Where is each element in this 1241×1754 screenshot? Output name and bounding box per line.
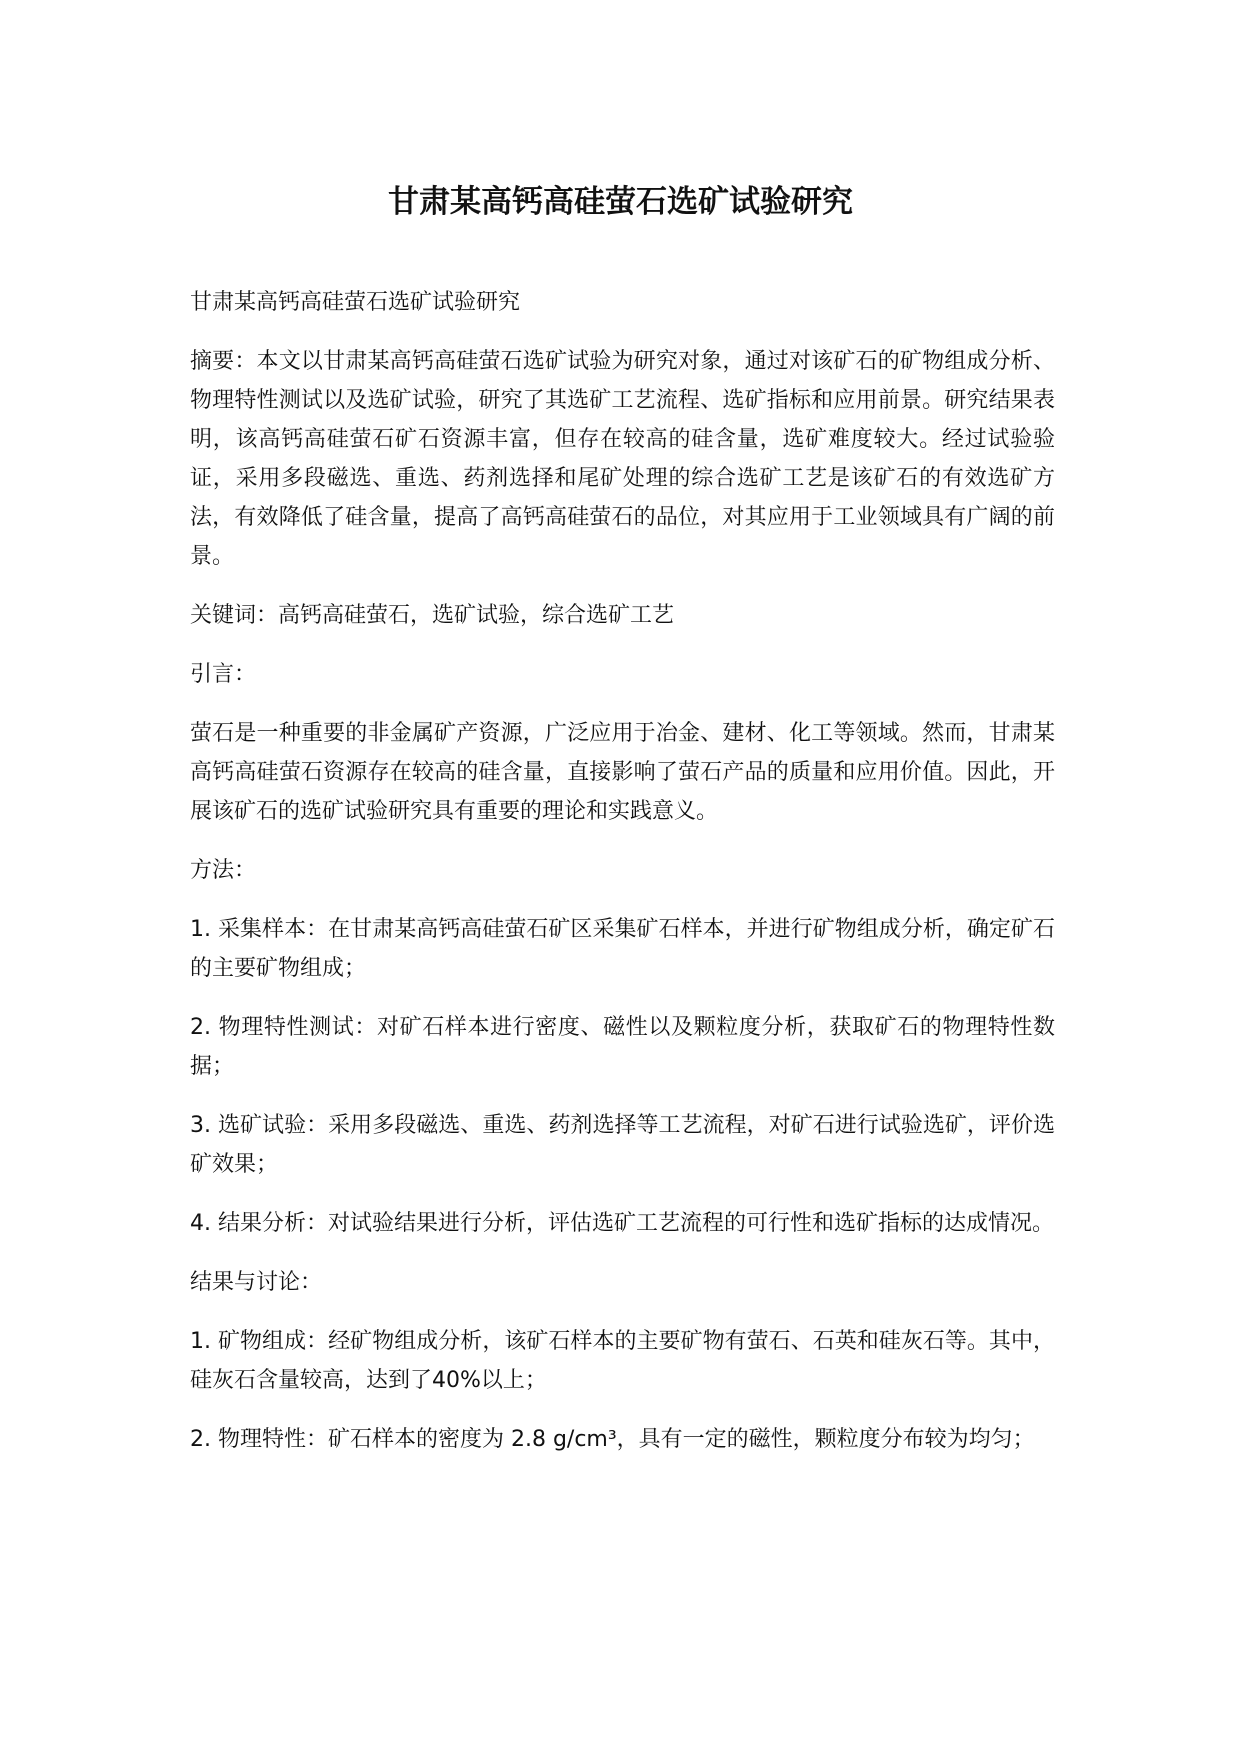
method-item-2: 2. 物理特性测试：对矿石样本进行密度、磁性以及颗粒度分析，获取矿石的物理特性数据； <box>190 1015 1055 1079</box>
introduction-paragraph: 萤石是一种重要的非金属矿产资源，广泛应用于冶金、建材、化工等领域。然而，甘肃某高钙高硅萤石资源存在较高的硅含量，直接影响了萤石产品的质量和应用价值。因此，开展该矿石的选矿试验研究具有重要的理论和实践意义。 <box>190 721 1055 824</box>
subtitle-paragraph: 甘肃某高钙高硅萤石选矿试验研究 <box>190 290 521 315</box>
document-title: 甘肃某高钙高硅萤石选矿试验研究 <box>388 184 853 220</box>
result-item-1: 1. 矿物组成：经矿物组成分析，该矿石样本的主要矿物有萤石、石英和硅灰石等。其中，硅灰石含量较高，达到了40%以上； <box>190 1329 1055 1393</box>
abstract-paragraph: 摘要：本文以甘肃某高钙高硅萤石选矿试验为研究对象，通过对该矿石的矿物组成分析、物理特性测试以及选矿试验，研究了其选矿工艺流程、选矿指标和应用前景。研究结果表明，该高钙高硅萤石矿石资源丰富，但存在较高的硅含量，选矿难度较大。经过试验验证，采用多段磁选、重选、药剂选择和尾矿处理的综合选矿工艺是该矿石的有效选矿方法，有效降低了硅含量，提高了高钙高硅萤石的品位，对其应用于工业领域具有广阔的前景。 <box>190 349 1055 569</box>
section-heading-introduction: 引言： <box>190 662 257 687</box>
section-heading-methods: 方法： <box>190 858 257 883</box>
result-item-2: 2. 物理特性：矿石样本的密度为 2.8 g/cm³，具有一定的磁性，颗粒度分布较为均匀； <box>190 1427 1035 1452</box>
method-item-4: 4. 结果分析：对试验结果进行分析，评估选矿工艺流程的可行性和选矿指标的达成情况。 <box>190 1211 1054 1236</box>
keywords-paragraph: 关键词：高钙高硅萤石，选矿试验，综合选矿工艺 <box>190 603 675 628</box>
document-body <box>190 283 1055 1479</box>
section-heading-results: 结果与讨论： <box>190 1270 323 1295</box>
method-item-1: 1. 采集样本：在甘肃某高钙高硅萤石矿区采集矿石样本，并进行矿物组成分析，确定矿石的主要矿物组成； <box>190 917 1055 981</box>
method-item-3: 3. 选矿试验：采用多段磁选、重选、药剂选择等工艺流程，对矿石进行试验选矿，评价选矿效果； <box>190 1113 1055 1177</box>
